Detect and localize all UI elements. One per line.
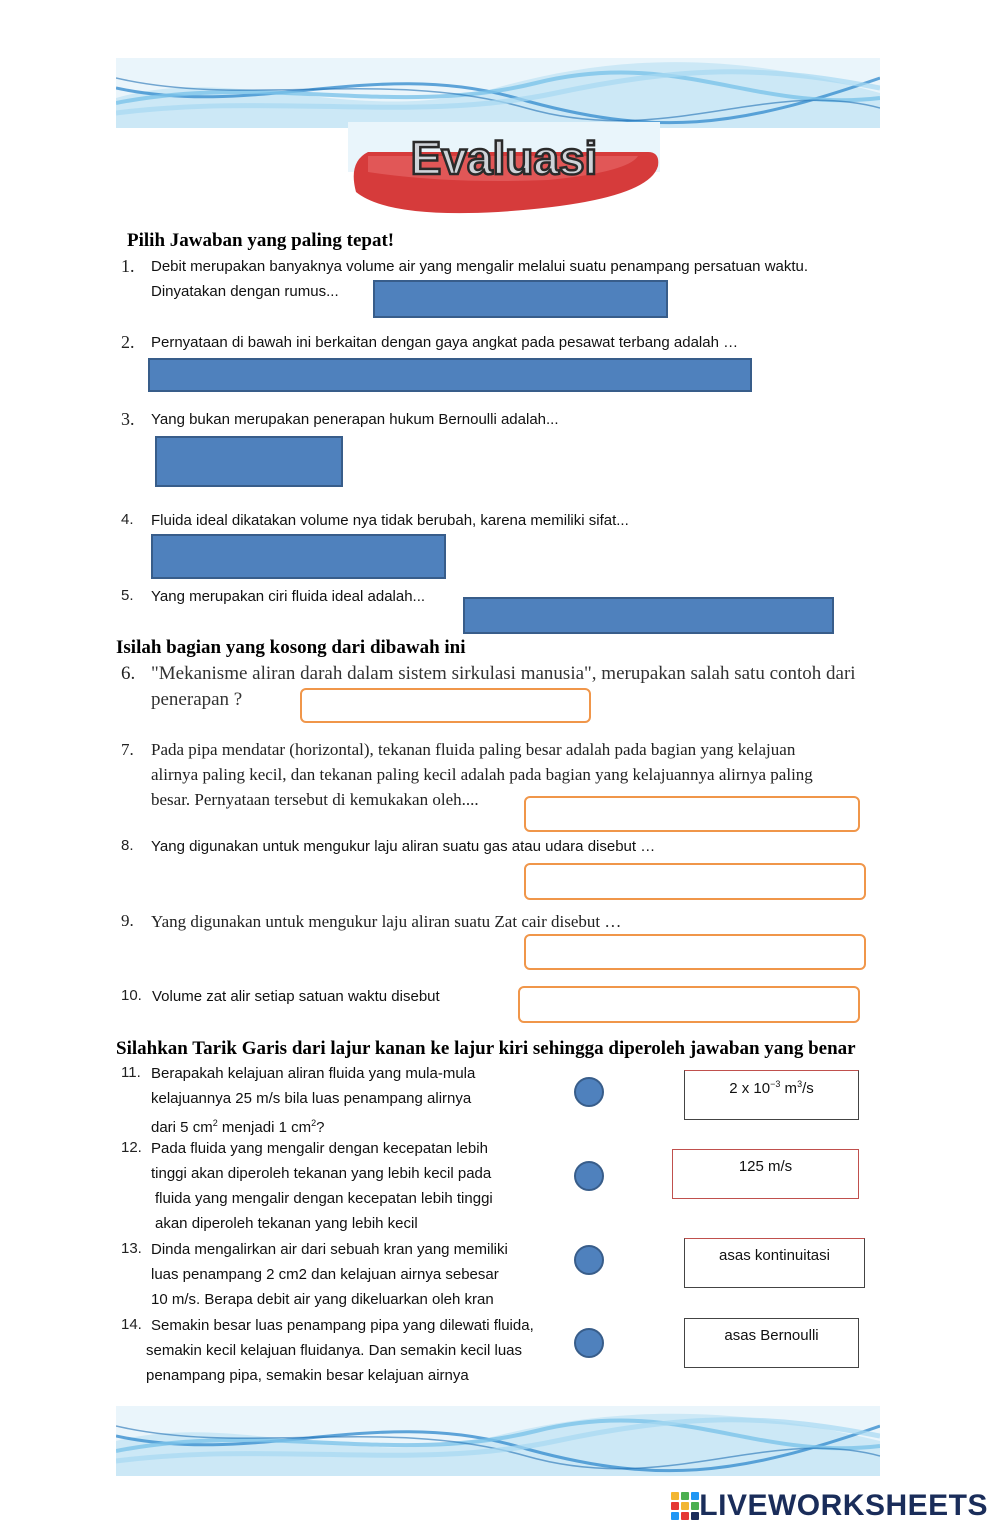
q10-number: 10. [121,987,142,1004]
q2-answer-dropdown[interactable] [148,358,752,392]
q1-answer-dropdown[interactable] [373,280,668,318]
q2-text: Pernyataan di bawah ini berkaitan dengan gaya angkat pada pesawat terbang adalah … [151,334,739,351]
q3-number: 3. [121,409,135,429]
q14-match-dot[interactable] [574,1328,604,1358]
q9-text: Yang digunakan untuk mengukur laju aliran suatu Zat cair disebut … [151,912,622,931]
q12-line2: tinggi akan diperoleh tekanan yang lebih kecil pada [151,1165,492,1182]
q5-number: 5. [121,587,134,604]
section1-heading: Pilih Jawaban yang paling tepat! [127,230,395,251]
section2-heading: Isilah bagian yang kosong dari dibawah ini [116,637,466,658]
liveworksheets-logo[interactable] [671,1486,988,1526]
q13-match-dot[interactable] [574,1245,604,1275]
q6-text-line2: penerapan ? [151,689,243,710]
q9-answer-input[interactable] [524,934,866,970]
q5-answer-dropdown[interactable] [463,597,834,634]
q1-text-line2: Dinyatakan dengan rumus... [151,283,339,300]
q10-answer-input[interactable] [518,986,860,1023]
q13-line3: 10 m/s. Berapa debit air yang dikeluarkan oleh kran [151,1291,494,1308]
q11-line3: dari 5 $cm^2$ menjadi 1 $cm^2$? [151,1118,325,1136]
q1-number: 1. [121,256,135,276]
q6-number: 6. [121,663,136,684]
q2-number: 2. [121,332,135,352]
q5-text: Yang merupakan ciri fluida ideal adalah... [151,588,426,605]
q13-line1: Dinda mengalirkan air dari sebuah kran yang memiliki [151,1241,508,1258]
q13-line2: luas penampang 2 cm2 dan kelajuan airnya sebesar [151,1266,499,1283]
liveworksheets-brand-text: LIVEWORKSHEETS [699,1489,988,1522]
q8-answer-input[interactable] [524,863,866,900]
bottom-wave-banner [116,1406,880,1476]
q8-number: 8. [121,837,134,854]
q14-number: 14. [121,1316,142,1333]
q13-number: 13. [121,1240,142,1257]
q3-answer-dropdown[interactable] [155,436,343,487]
answer-box-kontinuitas[interactable]: asas kontinuitasi [684,1238,865,1288]
q6-answer-input[interactable] [300,688,591,723]
q11-match-dot[interactable] [574,1077,604,1107]
q12-number: 12. [121,1139,142,1156]
q12-match-dot[interactable] [574,1161,604,1191]
q13-text [151,1237,571,1312]
q12-line1: Pada fluida yang mengalir dengan kecepatan lebih [151,1140,488,1157]
q9-number: 9. [121,911,134,930]
q14-line2: semakin kecil kelajuan fluidanya. Dan semakin kecil luas [146,1342,523,1359]
answer-box-debit[interactable]: 2 x $10^{-3}$ $m^3/s$ [684,1070,859,1120]
q4-answer-dropdown[interactable] [151,534,446,579]
answer-box-speed[interactable]: 125 m/s [672,1149,859,1199]
evaluasi-title-logo [348,122,660,218]
q7-text-line2: alirnya paling kecil, dan tekanan paling kecil adalah pada bagian yang kelajuannya alirnya paling [151,765,813,784]
answer-box-bernoulli[interactable]: asas Bernoulli [684,1318,859,1368]
q12-line4: akan diperoleh tekanan yang lebih kecil [155,1215,418,1232]
q4-text: Fluida ideal dikatakan volume nya tidak berubah, karena memiliki sifat... [151,512,629,529]
q7-text-line3: besar. Pernyataan tersebut di kemukakan oleh.... [151,790,479,809]
q14-line1: Semakin besar luas penampang pipa yang dilewati fluida, [151,1317,534,1334]
q10-text: Volume zat alir setiap satuan waktu disebut [152,988,440,1005]
q6-text-line1: "Mekanisme aliran darah dalam sistem sirkulasi manusia", merupakan salah satu contoh dari [151,663,856,684]
q1-text-line1: Debit merupakan banyaknya volume air yang mengalir melalui suatu penampang persatuan waktu. [151,258,809,275]
evaluasi-title-text: Evaluasi [410,132,598,184]
q8-text: Yang digunakan untuk mengukur laju aliran suatu gas atau udara disebut … [151,838,656,855]
q14-text [146,1313,586,1388]
q14-line3: penampang pipa, semakin besar kelajuan airnya [146,1367,469,1384]
q12-text [151,1136,571,1236]
section3-heading: Silahkan Tarik Garis dari lajur kanan ke lajur kiri sehingga diperoleh jawaban yang benar [116,1038,856,1059]
q7-answer-input[interactable] [524,796,860,832]
q11-line1: Berapakah kelajuan aliran fluida yang mula-mula [151,1065,476,1082]
q11-number: 11. [121,1064,141,1081]
q4-number: 4. [121,511,134,528]
q12-line3: fluida yang mengalir dengan kecepatan lebih tinggi [155,1190,493,1207]
q11-text [151,1061,571,1140]
q11-line2: kelajuannya 25 m/s bila luas penampang alirnya [151,1090,472,1107]
q3-text: Yang bukan merupakan penerapan hukum Bernoulli adalah... [151,411,559,428]
liveworksheets-grid-icon [671,1492,699,1520]
q7-text-line1: Pada pipa mendatar (horizontal), tekanan fluida paling besar adalah pada bagian yang kelajuan [151,740,796,759]
top-wave-banner [116,58,880,128]
q7-number: 7. [121,740,134,759]
